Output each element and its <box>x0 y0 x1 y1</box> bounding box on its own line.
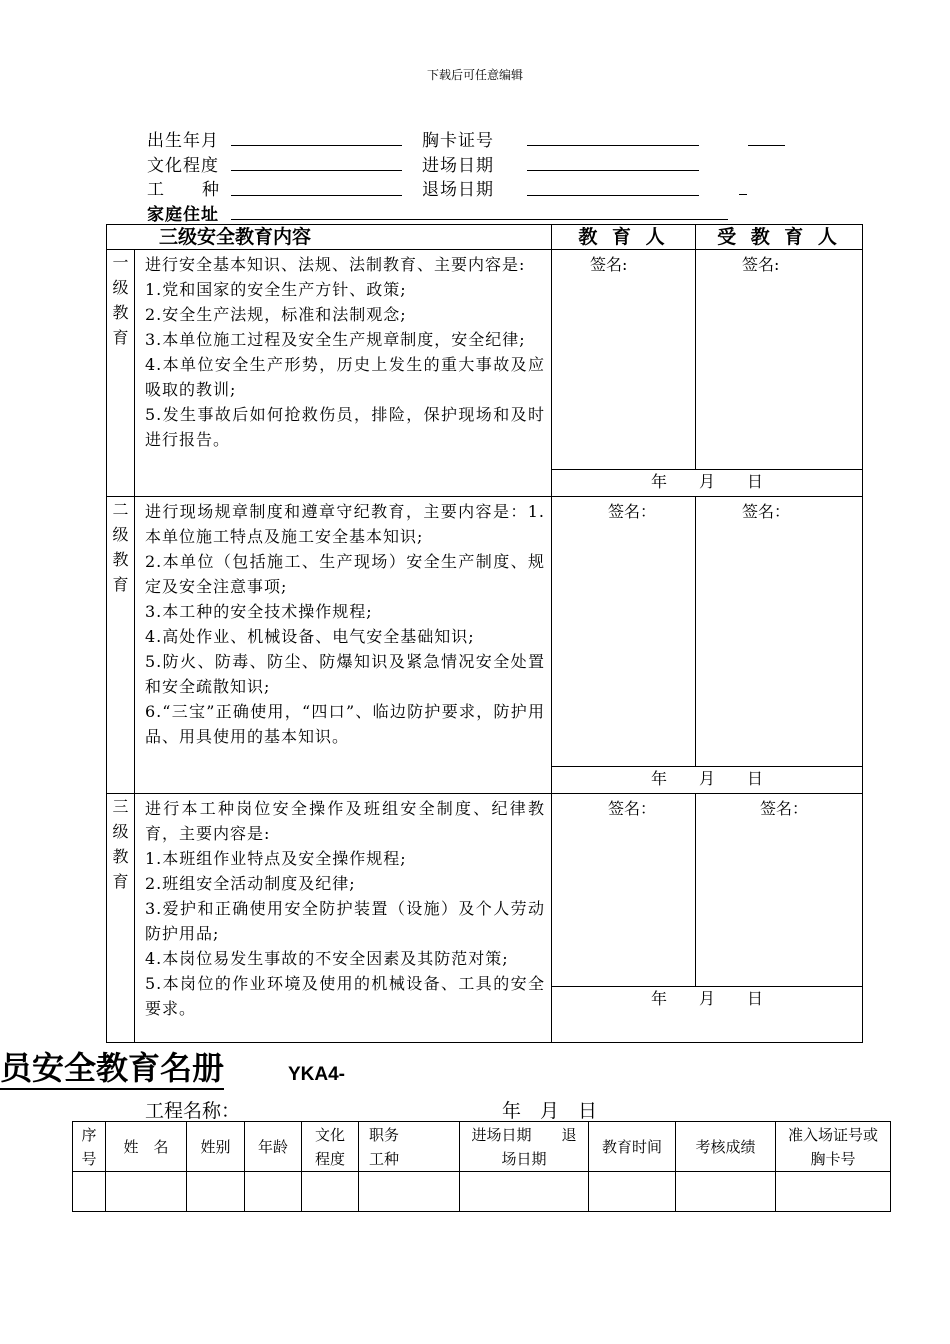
header-index: 序号 <box>73 1122 106 1172</box>
header-note: 下载后可任意编辑 <box>426 68 523 82</box>
level-2-educatee-sign[interactable]: 签名： <box>696 497 863 767</box>
header-entry-exit-date: 进场日期 退场日期 <box>460 1122 589 1172</box>
header-education: 文化程度 <box>302 1122 359 1172</box>
cell-education-time[interactable] <box>589 1172 676 1212</box>
cell-education[interactable] <box>302 1172 359 1212</box>
col-educator-header: 教 育 人 <box>552 225 696 250</box>
cell-age[interactable] <box>245 1172 302 1212</box>
level-1-content: 进行安全基本知识、法规、法制教育、主要内容是: 1.党和国家的安全生产方针、政策; 2.安全生产法规，标准和法制观念; 3.本单位施工过程及安全生产规章制度，安全纪律; 4.本单位安全生产形势，历史上发生的重大事故及应吸取的教训; 5.发生事故后如何抢救伤员，排险，保护现场和及时进行报告。 <box>135 250 552 497</box>
level-1-educator-sign[interactable]: 签名: <box>552 250 696 470</box>
level-3-label: 三 级 教 育 <box>107 794 135 1043</box>
badge-line[interactable] <box>527 145 699 146</box>
header-position-trade: 职务 工种 <box>359 1122 460 1172</box>
trade-label-b: 种 <box>202 180 220 200</box>
cell-index[interactable] <box>73 1172 106 1212</box>
roster-title: 员安全教育名册 <box>0 1048 224 1090</box>
birth-line[interactable] <box>231 145 402 146</box>
cell-entry-exit-date[interactable] <box>460 1172 589 1212</box>
roster-table <box>72 1121 891 1212</box>
entry-date-label: 进场日期 <box>422 156 494 176</box>
address-label: 家庭住址 <box>147 205 219 225</box>
level-3-date[interactable]: 年 月 日 <box>552 987 863 1043</box>
level-2-educator-sign[interactable]: 签名： <box>552 497 696 767</box>
project-name-label: 工程名称： <box>145 1100 241 1122</box>
level-3-educator-sign[interactable]: 签名： <box>552 794 696 987</box>
header-assessment-score: 考核成绩 <box>676 1122 776 1172</box>
cell-assessment-score[interactable] <box>676 1172 776 1212</box>
trade-label-a: 工 <box>147 180 165 200</box>
badge-line-extra <box>748 145 785 146</box>
cell-name[interactable] <box>106 1172 187 1212</box>
trade-line[interactable] <box>231 195 402 196</box>
level-1-label: 一 级 教 育 <box>107 250 135 497</box>
cell-position-trade[interactable] <box>359 1172 460 1212</box>
level-3-educatee-sign[interactable]: 签名： <box>696 794 863 987</box>
education-line[interactable] <box>231 170 402 171</box>
exit-date-line[interactable] <box>527 195 699 196</box>
header-entry-permit: 准入场证号或胸卡号 <box>776 1122 891 1172</box>
header-education-time: 教育时间 <box>589 1122 676 1172</box>
col-content-header: 三级安全教育内容 <box>107 225 552 250</box>
col-educatee-header: 受 教 育 人 <box>696 225 863 250</box>
level-2-content: 进行现场规章制度和遵章守纪教育，主要内容是：1.本单位施工特点及施工安全基本知识; 2.本单位（包括施工、生产现场）安全生产制度、规定及安全注意事项; 3.本工种的安全技术操作规程; 4.高处作业、机械设备、电气安全基础知识; 5.防火、防毒、防尘、防爆知识及紧急情况安全处置和安全疏散知识; 6.“三宝”正确使用，“四口”、临边防护要求，防护用品、用具使用的基本知识。 <box>135 497 552 794</box>
level-2-label: 二 级 教 育 <box>107 497 135 794</box>
entry-date-line[interactable] <box>527 170 699 171</box>
level-3-content: 进行本工种岗位安全操作及班组安全制度、纪律教育，主要内容是: 1.本班组作业特点及安全操作规程; 2.班组安全活动制度及纪律; 3.爱护和正确使用安全防护装置（设施）及个人劳动防护用品; 4.本岗位易发生事故的不安全因素及其防范对策; 5.本岗位的作业环境及使用的机械设备、工具的安全要求。 <box>135 794 552 1043</box>
education-label: 文化程度 <box>147 156 219 176</box>
roster-code: YKA4- <box>288 1064 346 1085</box>
header-age: 年龄 <box>245 1122 302 1172</box>
cell-entry-permit[interactable] <box>776 1172 891 1212</box>
birth-label: 出生年月 <box>147 131 219 151</box>
exit-date-line-extra <box>739 194 747 195</box>
level-1-educatee-sign[interactable]: 签名: <box>696 250 863 470</box>
level-2-date[interactable]: 年 月 日 <box>552 767 863 794</box>
education-table <box>106 224 863 1043</box>
address-line[interactable] <box>231 219 728 220</box>
level-1-date[interactable]: 年 月 日 <box>552 470 863 497</box>
header-name: 姓 名 <box>106 1122 187 1172</box>
roster-date-label: 年 月 日 <box>502 1100 598 1122</box>
exit-date-label: 退场日期 <box>422 180 494 200</box>
header-gender: 姓别 <box>187 1122 245 1172</box>
badge-label: 胸卡证号 <box>422 131 494 151</box>
cell-gender[interactable] <box>187 1172 245 1212</box>
